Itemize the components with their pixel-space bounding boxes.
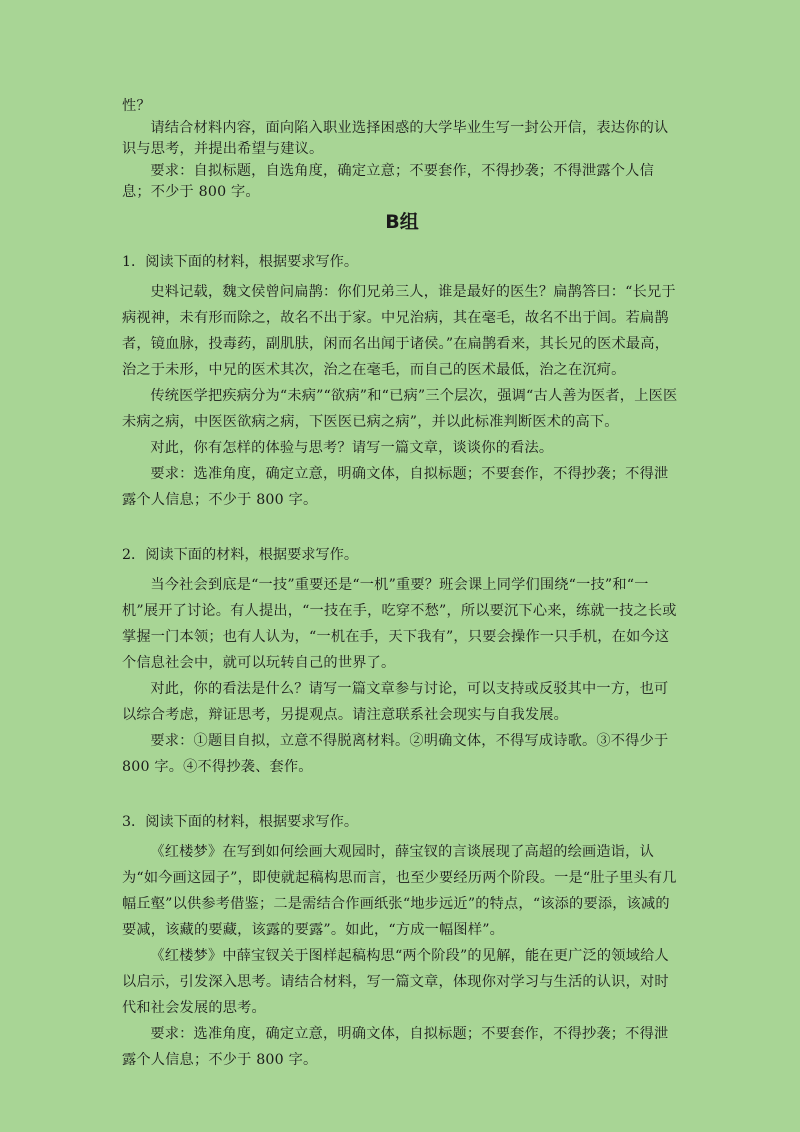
group-b-title: B组 — [385, 210, 419, 233]
question-material — [122, 839, 682, 1073]
question-2 — [122, 543, 682, 780]
question-heading: 3．阅读下面的材料，根据要求写作。 — [122, 813, 359, 830]
material-paragraph: 《红楼梦》在写到如何绘画大观园时，薛宝钗的言谈展现了高超的绘画造诣，认为“如今画这园子”，即使就起稿构思而言，也至少要经历两个阶段。一是“肚子里头有几幅丘壑”以供参考借鉴；二是需结合作画纸张“地步远近”的特点，“该添的要添，该减的要减，该藏的要藏，该露的要露”。如此，“方成一幅图样”。 — [122, 843, 677, 938]
material-paragraph: 传统医学把疾病分为“未病”“欲病”和“已病”三个层次，强调“古人善为医者，上医医未病之病，中医医欲病之病，下医医已病之病”，并以此标准判断医术的高下。 — [122, 387, 678, 430]
question-1 — [122, 250, 682, 513]
document-page — [122, 96, 682, 1103]
requirements-paragraph: 要求：选准角度，确定立意，明确文体，自拟标题；不要套作，不得抄袭；不得泄露个人信息；不少于 800 字。 — [122, 1025, 669, 1068]
continued-line: 性？ — [122, 98, 151, 114]
previous-section-tail — [122, 96, 682, 204]
question-material — [122, 279, 682, 513]
requirements-paragraph: 要求：自拟标题，自选角度，确定立意；不要套作，不得抄袭；不得泄露个人信息；不少于 800 字。 — [122, 162, 654, 200]
question-material — [122, 572, 682, 780]
question-3 — [122, 810, 682, 1073]
task-paragraph: 《红楼梦》中薛宝钗关于图样起稿构思“两个阶段”的见解，能在更广泛的领域给人以启示，引发深入思考。请结合材料，写一篇文章，体现你对学习与生活的认识，对时代和社会发展的思考。 — [122, 947, 669, 1016]
material-paragraph: 当今社会到底是“一技”重要还是“一机”重要？班会课上同学们围绕“一技”和“一机”展开了讨论。有人提出，“一技在手，吃穿不愁”，所以要沉下心来，练就一技之长或掌握一门本领；也有人认为，“一机在手，天下我有”，只要会操作一只手机，在如今这个信息社会中，就可以玩转自己的世界了。 — [122, 576, 677, 671]
task-paragraph: 对此，你有怎样的体验与思考？请写一篇文章，谈谈你的看法。 — [150, 439, 554, 456]
material-paragraph: 史料记载，魏文侯曾问扁鹊：你们兄弟三人，谁是最好的医生？扁鹊答曰：“长兄于病视神，未有形而除之，故名不出于家。中兄治病，其在毫毛，故名不出于闾。若扁鹊者，镜血脉，投毒药，副肌肤，闲而名出闻于诸侯。”在扁鹊看来，其长兄的医术最高，治之于未形，中兄的医术其次，治之在毫毛，而自己的医术最低，治之在沉疴。 — [122, 283, 676, 378]
question-heading: 1．阅读下面的材料，根据要求写作。 — [122, 253, 359, 270]
task-paragraph: 对此，你的看法是什么？请写一篇文章参与讨论，可以支持或反驳其中一方，也可以综合考虑，辩证思考，另提观点。请注意联系社会现实与自我发展。 — [122, 680, 669, 723]
requirements-paragraph: 要求：选准角度，确定立意，明确文体，自拟标题；不要套作，不得抄袭；不得泄露个人信息；不少于 800 字。 — [122, 465, 669, 508]
question-heading: 2．阅读下面的材料，根据要求写作。 — [122, 546, 359, 563]
requirements-paragraph: 要求：①题目自拟，立意不得脱离材料。②明确文体，不得写成诗歌。③不得少于 800 字。④不得抄袭、套作。 — [122, 732, 669, 775]
prompt-paragraph: 请结合材料内容，面向陷入职业选择困惑的大学毕业生写一封公开信，表达你的认识与思考，并提出希望与建议。 — [122, 119, 669, 157]
